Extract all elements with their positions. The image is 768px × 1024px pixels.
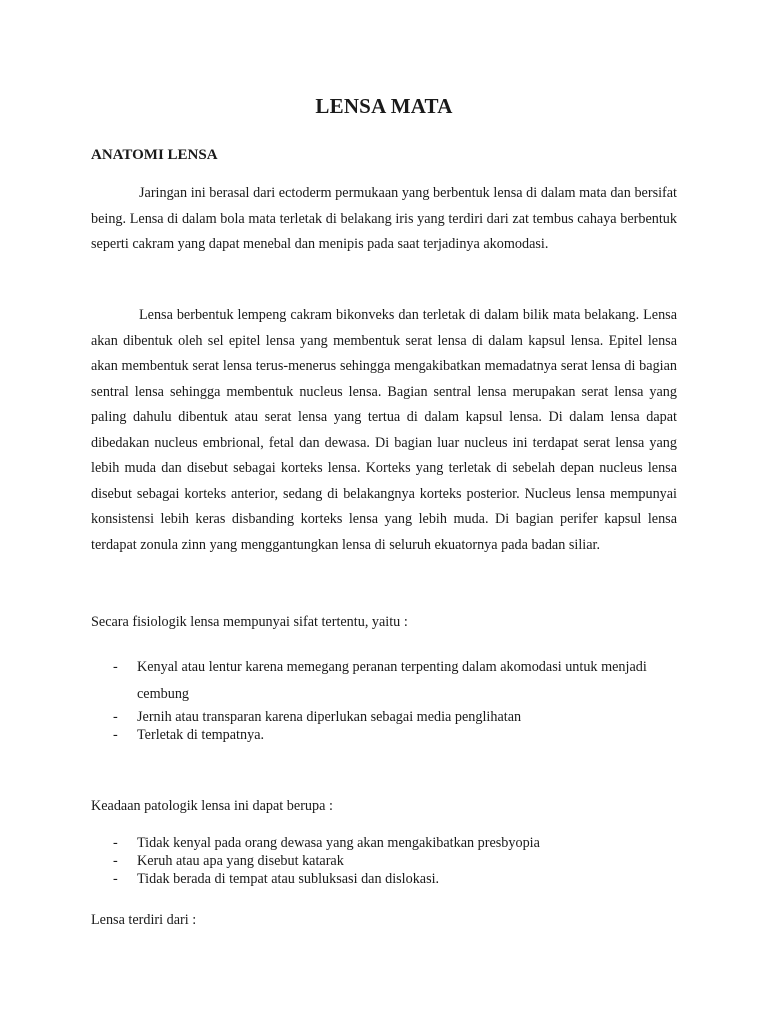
section-heading-anatomi: ANATOMI LENSA <box>91 147 218 163</box>
list-item <box>91 852 681 870</box>
bullet-dash: - <box>113 853 118 869</box>
list-item-text: Kenyal atau lentur karena memegang peranan terpenting dalam akomodasi untuk menjadi cembung <box>137 659 647 702</box>
bullet-dash: - <box>113 709 118 725</box>
list-item-text: Jernih atau transparan karena diperlukan sebagai media penglihatan <box>137 709 522 725</box>
list-item <box>91 726 681 744</box>
list-item <box>91 708 681 726</box>
composition-intro: Lensa terdiri dari : <box>91 912 197 928</box>
list-item <box>91 870 681 888</box>
paragraph-origin: Jaringan ini berasal dari ectoderm permukaan yang berbentuk lensa di dalam mata dan bersifat being. Lensa di dalam bola mata terletak di belakang iris yang terdiri dari zat tembus cahaya berbentuk seperti cakram yang dapat menebal dan menipis pada saat terjadinya akomodasi. <box>91 185 677 252</box>
physiology-list <box>91 654 681 744</box>
page-title: LENSA MATA <box>315 94 453 118</box>
list-item <box>91 654 681 708</box>
bullet-dash: - <box>113 871 118 887</box>
list-item-text: Tidak berada di tempat atau subluksasi dan dislokasi. <box>137 871 440 887</box>
pathology-intro: Keadaan patologik lensa ini dapat berupa : <box>91 798 333 814</box>
paragraph-structure: Lensa berbentuk lempeng cakram bikonveks dan terletak di dalam bilik mata belakang. Lensa akan dibentuk oleh sel epitel lensa yang membentuk serat lensa di dalam kapsul lensa. Epitel lensa akan membentuk serat lensa terus-menerus sehingga mengakibatkan memadatnya serat lensa di bagian sentral lensa sehingga membentuk nucleus lensa. Bagian sentral lensa merupakan serat lensa yang paling dahulu dibentuk atau serat lensa yang tertua di dalam kapsul lensa. Di dalam lensa dapat dibedakan nucleus embrional, fetal dan dewasa. Di bagian luar nucleus ini terdapat serat lensa yang lebih muda dan disebut sebagai korteks lensa. Korteks yang terletak di sebelah depan nucleus lensa disebut sebagai korteks anterior, sedang di belakangnya korteks posterior. Nucleus lensa mempunyai konsistensi lebih keras disbanding korteks lensa yang lebih muda. Di bagian perifer kapsul lensa terdapat zonula zinn yang menggantungkan lensa di seluruh ekuatornya pada badan siliar. <box>91 307 677 553</box>
list-item-text: Terletak di tempatnya. <box>137 727 265 743</box>
list-item-text: Keruh atau apa yang disebut katarak <box>137 853 344 869</box>
pathology-list <box>91 834 681 888</box>
list-item-text: Tidak kenyal pada orang dewasa yang akan mengakibatkan presbyopia <box>137 835 540 851</box>
physiology-intro: Secara fisiologik lensa mempunyai sifat tertentu, yaitu : <box>91 614 408 630</box>
bullet-dash: - <box>113 659 118 675</box>
bullet-dash: - <box>113 835 118 851</box>
list-item <box>91 834 681 852</box>
bullet-dash: - <box>113 727 118 743</box>
